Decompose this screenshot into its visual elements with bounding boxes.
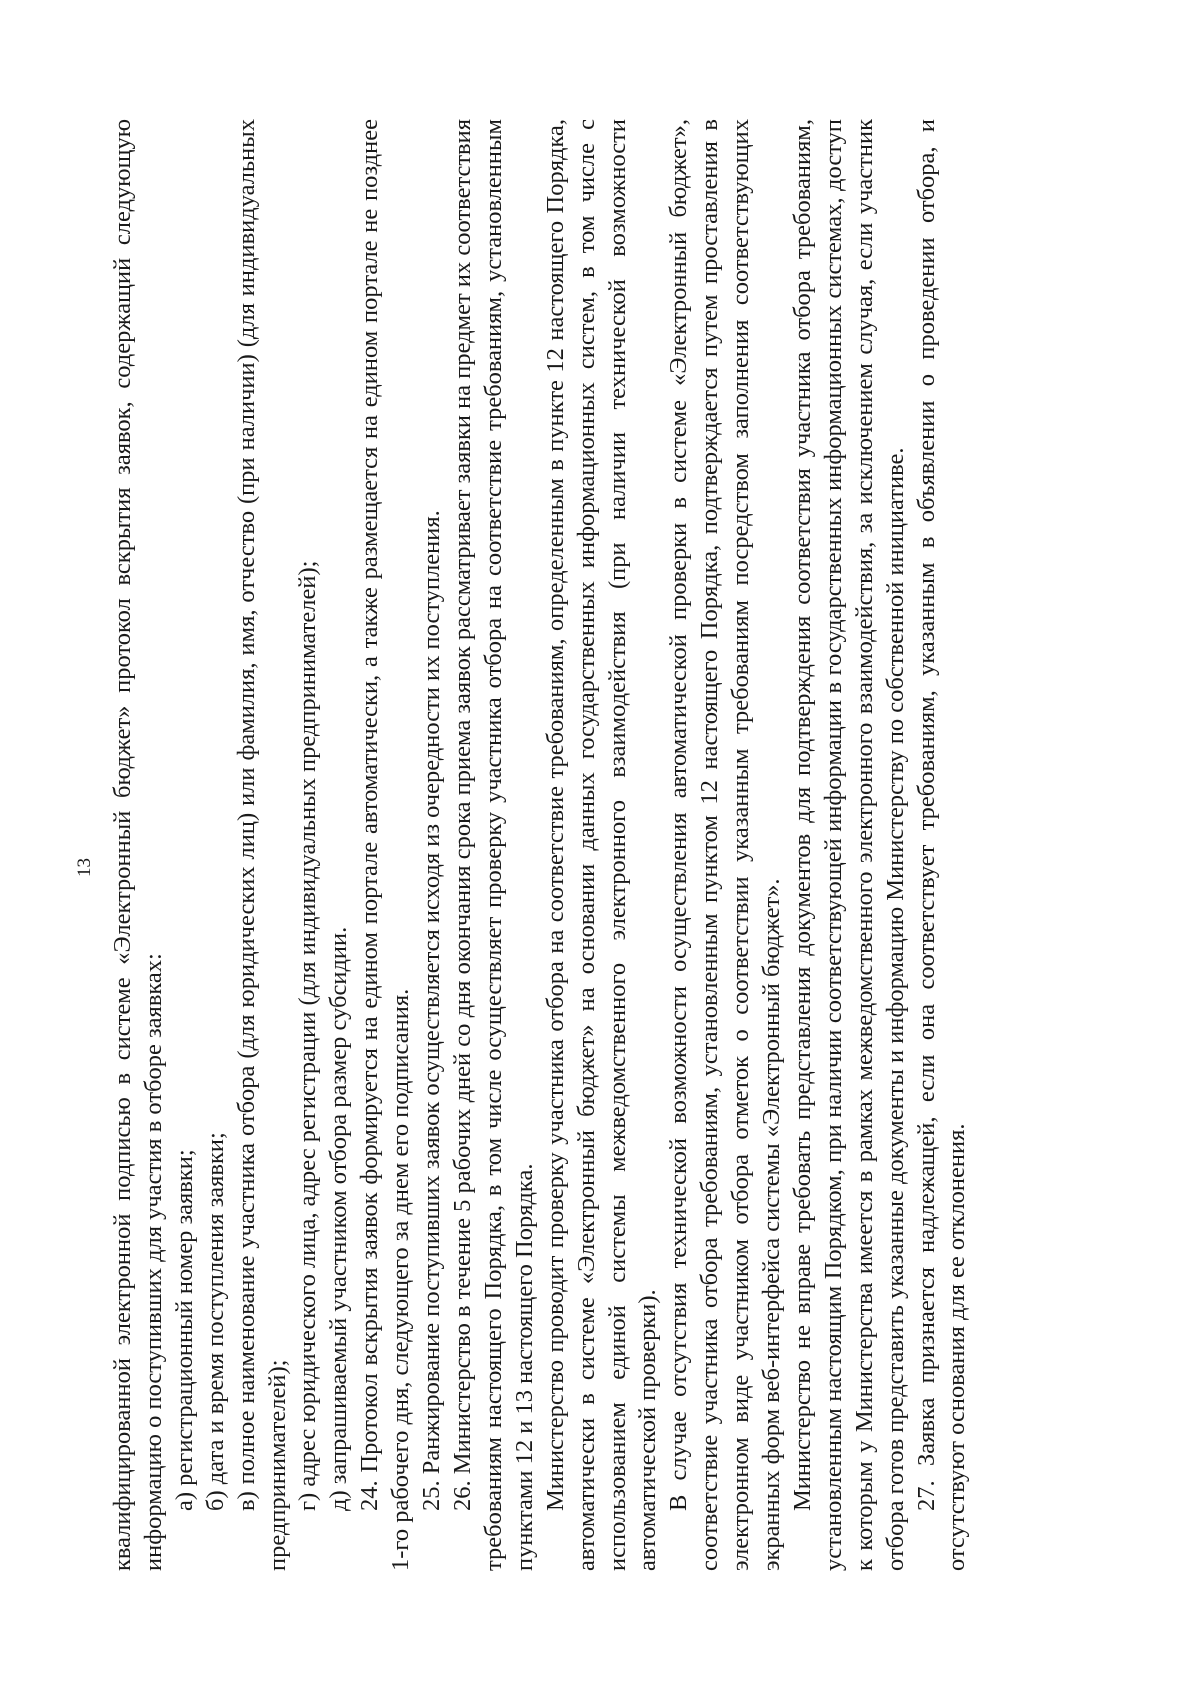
paragraph: а) регистрационный номер заявки; (170, 1149, 198, 1511)
paragraph: г) адрес юридического лица, адрес регистрации (для индивидуальных предпринимателей); (294, 560, 322, 1511)
paragraph: в) полное наименование участника отбора (для юридических лиц) или фамилия, имя, отчество (при наличии) (для индивидуальных предпринимателей); (232, 119, 291, 1571)
paragraph: Министерство не вправе требовать представления документов для подтверждения соответствия участника отбора требованиям, установленным настоящим Порядком, при наличии соответствующей информации в государственных информационных системах, доступ к которым у Министерства имеется в рамках межведомственного электронного взаимодействия, за исключением случая, если участник отбора готов представить указанные документы и информацию Министерству по собственной инициативе. (788, 119, 909, 1571)
paragraph: 26. Министерство в течение 5 рабочих дней со дня окончания срока приема заявок рассматривает заявки на предмет их соответствия требованиям настоящего Порядка, в том числе осуществляет проверку участника отбора на соответствие требованиям, установленным пунктами 12 и 13 настоящего Порядка. (448, 119, 538, 1571)
paragraph: б) дата и время поступления заявки; (201, 1132, 229, 1511)
document-body (108, 119, 973, 1571)
paragraph: 25. Ранжирование поступивших заявок осуществляется исходя из очередности их поступления. (418, 510, 446, 1511)
paragraph: 24. Протокол вскрытия заявок формируется на едином портале автоматически, а также размещается на едином портале не позднее 1-го рабочего дня, следующего за днем его подписания. (356, 119, 415, 1571)
paragraph: Министерство проводит проверку участника отбора на соответствие требованиям, определенным в пункте 12 настоящего Порядка, автоматически в системе «Электронный бюджет» на основании данных государственных информационных систем, в том числе с использованием единой системы межведомственного электронного взаимодействия (при наличии технической возможности автоматической проверки). (541, 119, 662, 1571)
paragraph: квалифицированной электронной подписью в системе «Электронный бюджет» протокол вскрытия заявок, содержащий следующую информацию о поступивших для участия в отборе заявках: (109, 119, 167, 1571)
page-number: 13 (74, 858, 95, 877)
paragraph: В случае отсутствия технической возможности осуществления автоматической проверки в системе «Электронный бюджет», соответствие участника отбора требованиям, установленным пунктом 12 настоящего Порядка, подтверждается путем проставления в электронном виде участником отбора отметок о соответствии указанным требованиям посредством заполнения соответствующих экранных форм веб-интерфейса системы «Электронный бюджет». (665, 119, 786, 1571)
paragraph: д) запрашиваемый участником отбора размер субсидии. (325, 926, 353, 1511)
paragraph: 27. Заявка признается надлежащей, если она соответствует требованиям, указанным в объявлении о проведении отбора, и отсутствуют основания для ее отклонения. (912, 119, 971, 1571)
